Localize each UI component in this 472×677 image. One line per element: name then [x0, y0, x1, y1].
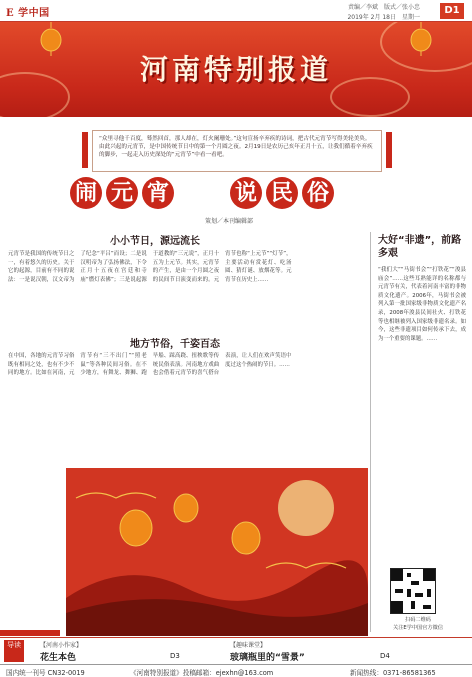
guide-headline-link[interactable]: 玻璃瓶里的“雪景”	[230, 653, 305, 663]
headline-char: 说	[230, 177, 262, 209]
page-footer	[0, 664, 472, 677]
guide-bar	[0, 637, 472, 663]
section-body: 元宵节是我国的传统节日之一，有着悠久的历史。关于它的起源，目前有不同的说法：一是说汉朝，汉文帝为了纪念“平吕”而设；二是说汉明帝为了弘扬佛法，下令正月十五夜在宫廷和寺庙“燃灯表佛”；三是说起源于道教的“三元说”，正月十五为上元节。其实，元宵节的产生，是由一个月圆之夜的民间节日演变而来的。元宵节也称“上元节”“灯节”，主要活动有赏花灯、吃汤圆、猜灯谜、放烟花等。元宵节在历史上……	[8, 251, 292, 283]
editor-credits: 责编／李斌 版式／张小忠	[347, 4, 420, 11]
headline-char: 闹	[70, 177, 102, 209]
page-number-badge: D1	[440, 3, 464, 19]
news-hotline: 新闻热线：0371-86581365	[350, 669, 436, 677]
guide-tag: 【趣味课堂】	[230, 642, 267, 649]
masthead	[0, 0, 472, 22]
qr-caption: 关注E学中国官方微信	[393, 625, 443, 631]
lantern-festival-illustration	[66, 468, 368, 636]
qr-caption: 扫码二维码	[405, 617, 431, 623]
banner-title: 河南特别报道	[139, 53, 332, 86]
headline-char: 元	[106, 177, 138, 209]
headline-char: 俗	[302, 177, 334, 209]
submission-email: 《河南特别报道》投稿邮箱：ejexhn@163.com	[130, 669, 274, 677]
intro-paragraph: “众里寻他千百度，蓦然回首，那人却在，灯火阑珊处。”这句宣扬辛弃疾的诗词，把古代元宵节写得美轮美奂。由此兴起的元宵节，是中国传统节日中的第一个月圆之夜。2月19日是农历己亥年正月十五，让我们循着辛弃疾的脚步，一起走入历史深处的“元宵节”中看一看吧。	[92, 130, 382, 172]
section-title: 地方节俗，千姿百态	[130, 339, 220, 350]
issue-date: 2019年 2月 18日 星期一	[347, 14, 420, 21]
section-body: 在中国，各地的元宵节习俗既有相同之处，也有不少不同的地方。比如在河南，元宵节有“三不出门”“照老鼠”等各种民间习俗。在不少地方，有舞龙、舞狮、跑旱船、踩高跷、扭秧歌等传统民俗表演。河南地方戏曲也会借着元宵节的喜气搭台表演，让人们在欢声笑语中度过这个热闹的节日。……	[8, 353, 292, 377]
red-accent-bar	[0, 630, 60, 636]
guide-label: 导读	[4, 640, 24, 662]
qr-code-icon	[390, 568, 436, 614]
intro-bar-right	[386, 132, 392, 168]
guide-tag: 【河南小作家】	[40, 642, 83, 649]
section-title: 小小节日，源远流长	[110, 236, 200, 247]
publication-logo: E 学中国	[6, 8, 50, 19]
column-divider	[370, 232, 371, 632]
section-title: 大好“非遗”，前路多艰	[378, 235, 462, 259]
section-body: “我们大”“马街书会”“打铁花”“浚县庙会”……这些耳熟能详的名称都与元宵节有关，代表着河南丰富的非物质文化遗产。2006年，马街书会被列入第一批国家级非物质文化遗产名录，2008年浚县民间社火、打铁花等也相继被列入国家级非遗名录。如今，这些非遗项目如何传承下去，成为一个重要的课题。……	[378, 267, 466, 342]
intro-bar-left	[82, 132, 88, 168]
guide-page: D3	[170, 652, 180, 660]
guide-headline-link[interactable]: 花生本色	[40, 653, 77, 663]
headline-char: 民	[266, 177, 298, 209]
planner-credit: 策划／本刊编辑部	[205, 218, 254, 225]
section-banner	[0, 22, 472, 117]
issn-number: 国内统一刊号 CN32-0019	[6, 669, 85, 677]
headline-char: 宵	[142, 177, 174, 209]
guide-page: D4	[380, 652, 390, 660]
feature-headline	[60, 175, 400, 215]
